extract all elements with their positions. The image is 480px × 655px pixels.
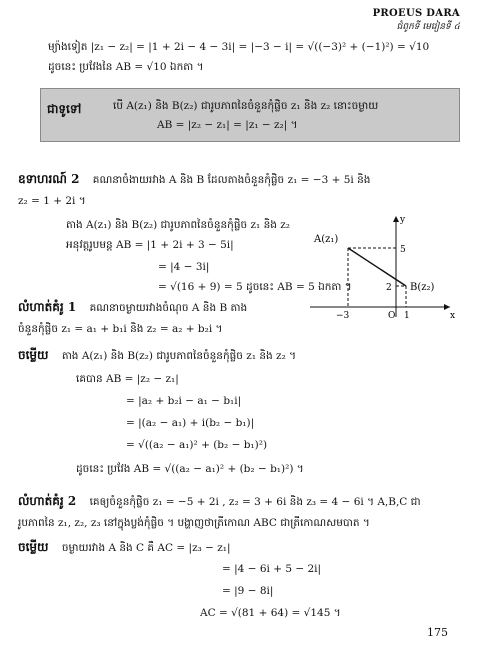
example-solution-2: អនុវត្តរូបមន្ត AB = |1 + 2i + 3 − 5i| xyxy=(66,239,234,251)
general-rule-formula: AB = |z₂ − z₁| = |z₁ − z₂| ។ xyxy=(157,119,298,131)
page-number: 175 xyxy=(427,626,448,639)
example-solution-1: តាង A(z₁) និង B(z₂) ជារូបភាពនៃចំនួនកុំផ្លិច z₁ និង z₂ xyxy=(66,219,290,231)
tick-label-2: 2 xyxy=(386,283,392,293)
example-statement-cont: z₂ = 1 + 2i ។ xyxy=(18,195,86,207)
segment-ab xyxy=(348,248,406,286)
answer2-step-3: AC = √(81 + 64) = √145 ។ xyxy=(200,607,341,619)
answer1-label: ចម្លើយ xyxy=(18,348,49,362)
practice1-label: លំហាត់គំរូ 1 xyxy=(18,300,77,314)
practice2-label: លំហាត់គំរូ 2 xyxy=(18,494,77,508)
x-axis-label: x xyxy=(450,311,456,320)
answer2-label: ចម្លើយ xyxy=(18,540,49,554)
answer2-statement: ចម្ងាយរវាង A និង C គឺ AC = |z₃ − z₁| xyxy=(61,542,231,554)
answer1-step-3: = |(a₂ − a₁) + i(b₂ − b₁)| xyxy=(126,417,255,429)
author-name: PROEUS DARA xyxy=(372,8,460,19)
y-axis-arrow-icon xyxy=(393,216,399,222)
running-header xyxy=(373,8,460,34)
tick-label-5: 5 xyxy=(400,245,406,255)
answer2-step-2: = |9 − 8i| xyxy=(222,585,274,597)
practice2-heading xyxy=(18,494,421,509)
answer1-step-1: គេបាន AB = |z₂ − z₁| xyxy=(76,373,179,385)
chapter-title: ជំពូកទី មេរៀនទី ៤ xyxy=(396,22,460,32)
answer1-step-2: = |a₂ + b₂i − a₁ − b₁i| xyxy=(126,395,242,407)
answer1-statement: តាង A(z₁) និង B(z₂) ជារូបភាពនៃចំនួនកុំផ្លិច z₁ និង z₂ ។ xyxy=(61,350,297,362)
point-b-label: B(z₂) xyxy=(410,282,435,293)
practice2-statement: គេឲ្យចំនួនកុំផ្លិច z₁ = −5 + 2i , z₂ = 3 + 6i និង z₃ = 4 − 6i ។ A,B,C ជា xyxy=(89,496,421,508)
example-solution-4: = √(16 + 9) = 5 ដូចនេះ AB = 5 ឯកតា ។ xyxy=(158,281,352,293)
general-rule-text: បើ A(z₁) និង B(z₂) ជារូបភាពនៃចំនួនកុំផ្លិច z₁ និង z₂ នោះចម្ងាយ xyxy=(113,100,379,112)
practice1-heading xyxy=(18,300,247,315)
answer2-step-1: = |4 − 6i + 5 − 2i| xyxy=(222,563,322,575)
line-distance-result: ដូចនេះ ប្រវែងនៃ AB = √10 ឯកតា ។ xyxy=(48,61,204,73)
general-rule-label: ជាទូទៅ xyxy=(47,102,82,116)
tick-label-neg3: −3 xyxy=(336,311,350,320)
example-statement: គណនាចំងាយរវាង A និង B ដែលតាងចំនួនកុំផ្លិច z₁ = −3 + 5i និង xyxy=(92,174,371,186)
answer2-heading xyxy=(18,540,231,555)
line-distance-calc: ម្យ៉ាងទៀត |z₁ − z₂| = |1 + 2i − 4 − 3i| = |−3 − i| = √((−3)² + (−1)²) = √10 xyxy=(48,41,430,53)
y-axis-label: y xyxy=(400,215,406,225)
answer1-heading xyxy=(18,348,296,363)
origin-label: O xyxy=(388,311,396,320)
practice2-statement-cont: រូបភាពនៃ z₁, z₂, z₃ នៅក្នុងប្លង់កុំផ្លិច ។ បង្ហាញថាត្រីកោណ ABC ជាត្រីកោណសមបាត ។ xyxy=(18,517,370,529)
example-heading xyxy=(18,172,370,187)
example-solution-3: = |4 − 3i| xyxy=(158,261,210,273)
general-rule-box xyxy=(40,88,460,142)
point-a-label: A(z₁) xyxy=(314,234,339,245)
answer1-conclusion: ដូចនេះ ប្រវែង AB = √((a₂ − a₁)² + (b₂ − b₁)²) ។ xyxy=(76,463,304,475)
practice1-statement-cont: ចំនួនកុំផ្លិច z₁ = a₁ + b₁i និង z₂ = a₂ + b₂i ។ xyxy=(18,323,223,335)
tick-label-1: 1 xyxy=(404,311,410,320)
complex-plane-figure xyxy=(310,212,460,320)
example-label: ឧទាហរណ៍ 2 xyxy=(18,172,80,186)
practice1-statement: គណនាចម្ងាយរវាងចំណុច A និង B តាង xyxy=(89,302,248,314)
x-axis-arrow-icon xyxy=(444,304,450,310)
answer1-step-4: = √((a₂ − a₁)² + (b₂ − b₁)²) xyxy=(126,439,268,451)
